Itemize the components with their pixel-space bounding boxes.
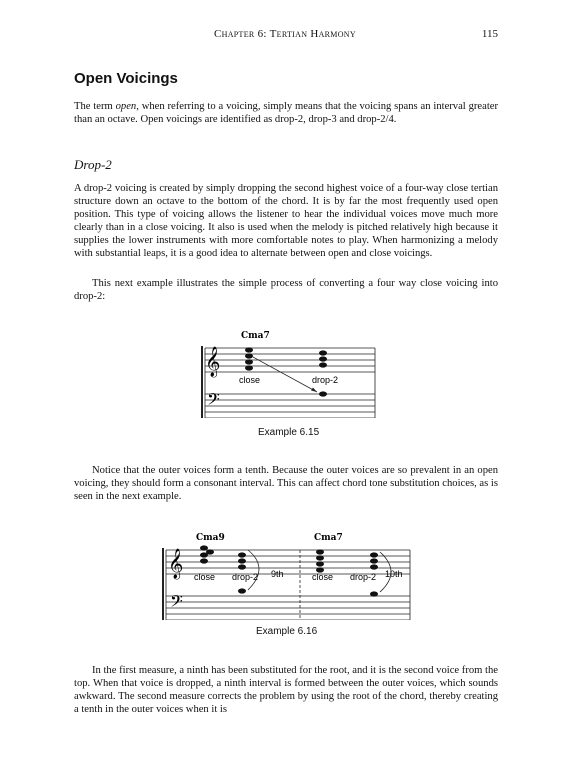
treble-clef-icon: 𝄞 bbox=[205, 347, 221, 377]
treble-clef-icon: 𝄞 bbox=[168, 549, 184, 579]
chord-symbol-2: Cma7 bbox=[314, 533, 343, 543]
subsection-title: Drop-2 bbox=[74, 157, 112, 172]
bass-clef-icon: 𝄢 bbox=[170, 591, 183, 615]
caption-example-6-15: Example 6.15 bbox=[258, 427, 320, 438]
label-drop2: drop-2 bbox=[312, 375, 339, 385]
label-close: close bbox=[239, 375, 261, 385]
paragraph-outer-voices: Notice that the outer voices form a tenth. Because the outer voices are so prevalent in an open voicing, they should form a consonant interval. This can affect chord tone substitution choices, as is seen in the next example. bbox=[74, 465, 498, 502]
label-drop2-1: drop-2 bbox=[232, 572, 259, 582]
chord-symbol: Cma7 bbox=[241, 331, 270, 341]
section-title: Open Voicings bbox=[74, 70, 178, 87]
chapter-title: Chapter 6: Tertian Harmony bbox=[214, 28, 356, 40]
chord-symbol-1: Cma9 bbox=[196, 533, 225, 543]
paragraph-drop2-definition: A drop-2 voicing is created by simply dropping the second highest voice of a four-way close tertian structure down an octave to the bottom of the chord. It is by far the most frequently used open position. This type of voicing allows the listener to hear the individual voices move much more clearly than in a close voicing. It also is used when the melody is pitched relatively high because it supplies the lower instruments with more comfortable notes to play. When harmonizing a melody with substantial leaps, it is a good idea to alternate between open and close voicings. bbox=[74, 183, 498, 259]
music-example-6-16 bbox=[162, 528, 414, 620]
label-close-2: close bbox=[312, 572, 334, 582]
label-interval-10th: 10th bbox=[385, 569, 403, 579]
label-interval-9th: 9th bbox=[271, 569, 284, 579]
label-close-1: close bbox=[194, 572, 216, 582]
caption-example-6-16: Example 6.16 bbox=[256, 626, 318, 637]
label-drop2-2: drop-2 bbox=[350, 572, 377, 582]
page-number: 115 bbox=[481, 28, 498, 40]
music-example-6-15 bbox=[195, 326, 385, 418]
paragraph-example-intro: This next example illustrates the simple process of converting a four way close voicing into drop-2: bbox=[74, 278, 498, 302]
paragraph-open-voicings: The term open, when referring to a voicing, simply means that the voicing spans an interval greater than an octave. Open voicings are identified as drop-2, drop-3 and drop-2/4. bbox=[74, 101, 499, 125]
bass-clef-icon: 𝄢 bbox=[207, 389, 220, 413]
paragraph-ninth-explanation: In the first measure, a ninth has been substituted for the root, and it is the second voice from the top. When that voice is dropped, a ninth interval is formed between the outer voices, which sounds awkward. The second measure corrects the problem by using the root of the chord, thereby creating a tenth in the outer voices when it is bbox=[74, 665, 498, 715]
